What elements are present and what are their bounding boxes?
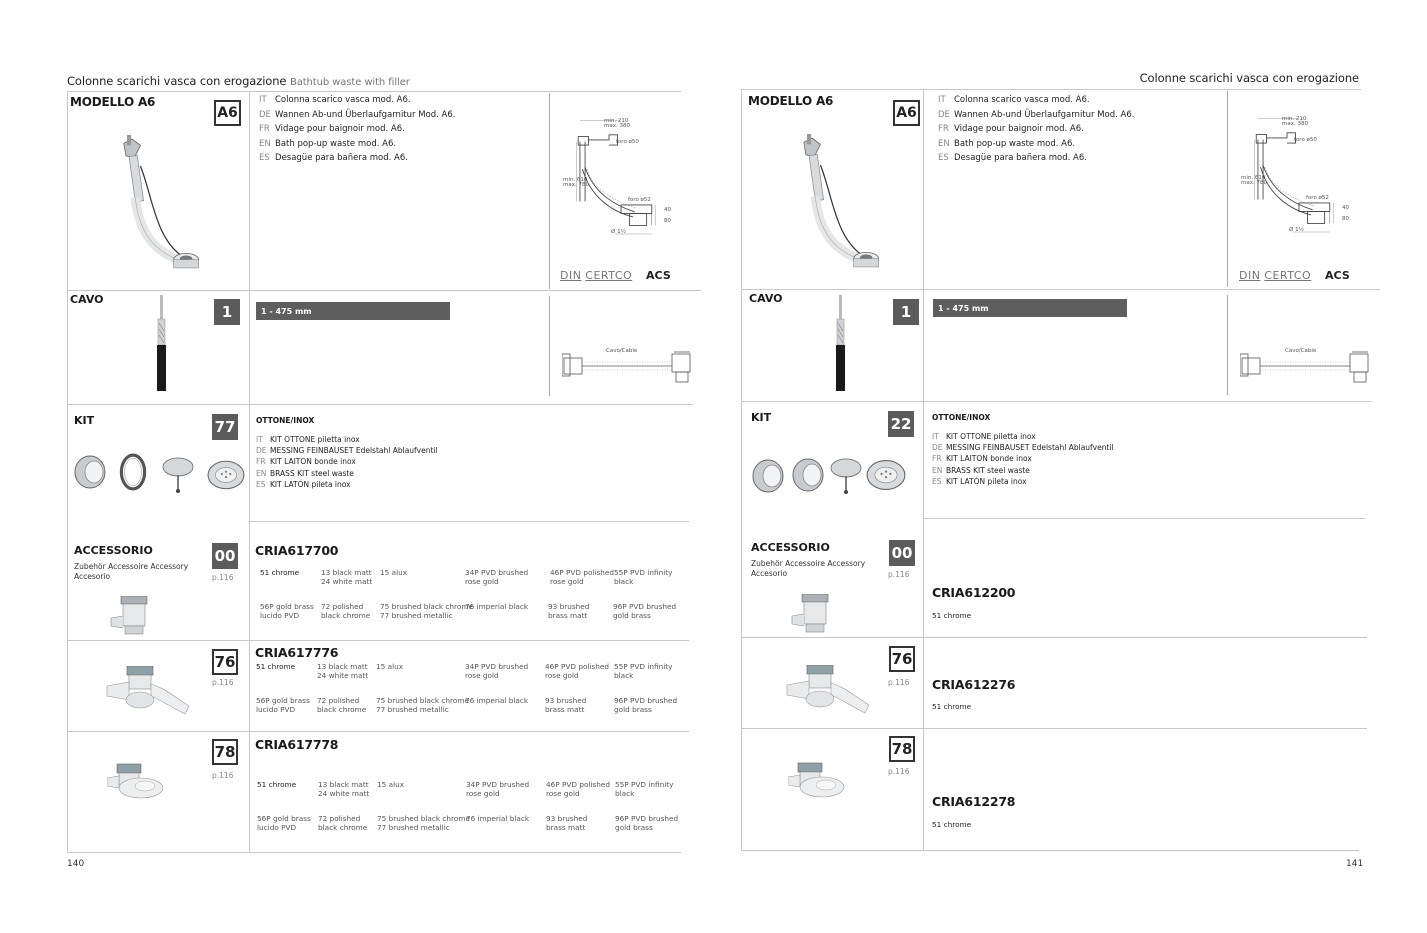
rule xyxy=(67,640,689,641)
acc-trap-76-image xyxy=(106,666,192,716)
finish: 75 brushed black chrome 77 brushed metallic xyxy=(376,696,469,714)
acc-trap-76-image xyxy=(786,665,872,715)
rule xyxy=(67,91,68,853)
left-model-descriptions xyxy=(259,93,455,166)
dim-label: min. 210 max. 380 xyxy=(604,118,630,129)
desc-it: IT Colonna scarico vasca mod. A6. xyxy=(259,95,411,105)
desc-fr: FR Vidage pour baignoir mod. A6. xyxy=(259,124,405,134)
right-cable-image xyxy=(833,295,849,392)
kit-desc-de: DE MESSING FEINBAUSET Edelstahl Ablaufventil xyxy=(932,443,1114,453)
right-kit-descriptions xyxy=(932,431,1114,487)
right-acc-code-00: CRIA612200 xyxy=(932,585,1016,600)
cert-certco: CERTCO xyxy=(1264,269,1312,282)
finish: 34P PVD brushed rose gold xyxy=(466,780,530,798)
cert-din: DIN xyxy=(560,269,582,282)
left-header-title: Colonne scarichi vasca con erogazione xyxy=(67,74,287,88)
finish: 34P PVD brushed rose gold xyxy=(465,568,529,586)
rule xyxy=(741,89,742,851)
right-accessorio-subtitle: Zubehör Accessoire Accessory Accesorio xyxy=(751,559,866,578)
right-acc-code-78: CRIA612278 xyxy=(932,794,1016,809)
finish: 72 polished black chrome xyxy=(317,696,367,714)
finish: 15 alux xyxy=(376,662,404,671)
right-accessorio-title: ACCESSORIO xyxy=(751,541,830,554)
right-certifications xyxy=(1239,269,1350,282)
finish: 96P PVD brushed gold brass xyxy=(615,814,679,832)
rule xyxy=(741,401,1371,402)
finish: 46P PVD polished rose gold xyxy=(550,568,615,586)
rule xyxy=(923,89,924,851)
finish: 51 chrome xyxy=(932,702,972,711)
rule xyxy=(249,91,250,853)
right-model-descriptions xyxy=(938,93,1134,166)
page-ref: p.116 xyxy=(888,767,910,776)
acc-trap-image xyxy=(788,594,832,634)
rule xyxy=(67,404,693,405)
page-ref: p.116 xyxy=(212,678,234,687)
left-acc-code-78: CRIA617778 xyxy=(255,737,339,752)
right-acc-badge-76: 76 xyxy=(889,646,915,672)
kit-desc-it: IT KIT OTTONE piletta inox xyxy=(256,435,360,444)
dim-label: foro ø52 xyxy=(628,197,651,203)
desc-es: ES Desagüe para bañera mod. A6. xyxy=(938,153,1087,163)
right-cavo-title: CAVO xyxy=(749,292,783,305)
finish: 72 polished black chrome xyxy=(318,814,368,832)
dim-label: 40 xyxy=(1342,205,1349,211)
rule xyxy=(741,637,1367,638)
left-model-badge: A6 xyxy=(214,100,241,126)
left-cavo-title: CAVO xyxy=(70,293,104,306)
left-acc-badge-78: 78 xyxy=(212,739,238,765)
desc-de: DE Wannen Ab-und Überlaufgarnitur Mod. A6. xyxy=(259,109,456,120)
desc-de: DE Wannen Ab-und Überlaufgarnitur Mod. A6. xyxy=(938,109,1135,120)
dim-label: min. 610 max. 780 xyxy=(1241,175,1267,186)
right-acc-badge-00: 00 xyxy=(889,540,915,566)
right-cavo-badge: 1 xyxy=(893,299,919,325)
page-ref: p.116 xyxy=(212,771,234,780)
left-acc-badge-76: 76 xyxy=(212,649,238,675)
desc-it: IT Colonna scarico vasca mod. A6. xyxy=(938,95,1090,105)
rule xyxy=(67,852,250,853)
cable-drawing-label: Cavo/Cable xyxy=(1285,348,1317,354)
left-certifications xyxy=(560,269,671,282)
dim-label: 80 xyxy=(1342,216,1349,222)
finish: 75 brushed black chrome 77 brushed metallic xyxy=(377,814,470,832)
finish: 55P PVD infinity black xyxy=(614,662,673,680)
kit-ring-thin-image xyxy=(118,453,148,491)
acc-trap-78-image xyxy=(788,762,846,800)
left-accessorio-subtitle: Zubehör Accessoire Accessory Accesorio xyxy=(74,562,189,581)
cert-certco: CERTCO xyxy=(585,269,633,282)
dim-label: 40 xyxy=(664,207,671,213)
dim-label: Ø 1½ xyxy=(1289,227,1304,233)
right-page-number: 141 xyxy=(1346,859,1364,869)
cert-acs: ACS xyxy=(1325,269,1350,282)
kit-desc-en: EN BRASS KIT steel waste xyxy=(256,468,354,478)
acc-trap-image xyxy=(107,596,151,636)
left-page-number: 140 xyxy=(67,859,85,869)
finish: 93 brushed brass matt xyxy=(545,696,587,714)
finish: 76 imperial black xyxy=(466,814,530,823)
finish: 46P PVD polished rose gold xyxy=(546,780,611,798)
left-acc-badge-00: 00 xyxy=(212,543,238,569)
left-cable-image xyxy=(154,295,170,392)
cable-drawing-label: Cavo/Cable xyxy=(606,348,638,354)
kit-desc-en: EN BRASS KIT steel waste xyxy=(932,465,1030,475)
left-acc-code-00: CRIA617700 xyxy=(255,543,339,558)
right-acc-code-76: CRIA612276 xyxy=(932,677,1016,692)
rule xyxy=(549,93,550,289)
kit-strainer-image xyxy=(866,459,906,491)
rule xyxy=(67,290,701,291)
finish: 55P PVD infinity black xyxy=(614,568,673,586)
left-acc-code-76: CRIA617776 xyxy=(255,645,339,660)
rule xyxy=(741,89,1361,90)
kit-ring-image xyxy=(790,456,826,494)
left-header-subtitle: Bathtub waste with filler xyxy=(289,77,410,88)
kit-desc-es: ES KIT LATÓN pileta inox xyxy=(932,476,1027,486)
finish: 76 imperial black xyxy=(465,696,529,705)
finish: 51 chrome xyxy=(256,662,296,671)
desc-fr: FR Vidage pour baignoir mod. A6. xyxy=(938,124,1084,134)
finish: 51 chrome xyxy=(932,820,972,829)
finish: 93 brushed brass matt xyxy=(548,602,590,620)
cert-din: DIN xyxy=(1239,269,1261,282)
kit-ring-image xyxy=(71,454,109,490)
kit-desc-de: DE MESSING FEINBAUSET Edelstahl Ablaufventil xyxy=(256,446,438,456)
finish: 15 alux xyxy=(380,568,408,577)
rule xyxy=(1227,91,1228,287)
right-kit-badge: 22 xyxy=(888,411,914,437)
finish: 13 black matt 24 white matt xyxy=(318,780,370,798)
rule xyxy=(741,728,1367,729)
dim-label: min. 610 max. 780 xyxy=(563,177,589,188)
kit-plug-image xyxy=(161,457,195,495)
finish: 55P PVD infinity black xyxy=(615,780,674,798)
right-model-title: MODELLO A6 xyxy=(748,94,834,108)
left-kit-title: KIT xyxy=(74,414,95,427)
left-cavo-badge: 1 xyxy=(214,299,240,325)
right-bath-waste-image xyxy=(780,134,890,269)
right-model-badge: A6 xyxy=(893,100,920,126)
rule xyxy=(741,850,924,851)
finish: 96P PVD brushed gold brass xyxy=(614,696,678,714)
kit-desc-es: ES KIT LATÓN pileta inox xyxy=(256,479,351,489)
dim-label: foro ø50 xyxy=(616,139,639,145)
dim-label: min. 210 max. 380 xyxy=(1282,116,1308,127)
right-cavo-length-bar: 1 - 475 mm xyxy=(933,299,1127,317)
rule xyxy=(1227,295,1228,395)
acc-trap-78-image xyxy=(107,763,165,801)
finish: 15 alux xyxy=(377,780,405,789)
finish: 76 imperial black xyxy=(465,602,529,611)
kit-desc-it: IT KIT OTTONE piletta inox xyxy=(932,432,1036,441)
finish: 93 brushed brass matt xyxy=(546,814,588,832)
kit-plug-image xyxy=(829,458,863,496)
desc-es: ES Desagüe para bañera mod. A6. xyxy=(259,153,408,163)
page-ref: p.116 xyxy=(212,573,234,582)
finish: 13 black matt 24 white matt xyxy=(317,662,369,680)
finish: 13 black matt 24 white matt xyxy=(321,568,373,586)
left-kit-material: OTTONE/INOX xyxy=(256,416,315,425)
rule xyxy=(923,518,1365,519)
dim-label: foro ø52 xyxy=(1306,195,1329,201)
dim-label: 80 xyxy=(664,218,671,224)
finish: 51 chrome xyxy=(932,611,972,620)
finish: 72 polished black chrome xyxy=(321,602,371,620)
rule xyxy=(923,850,1359,851)
finish: 56P gold brass lucido PVD xyxy=(257,814,311,832)
finish: 34P PVD brushed rose gold xyxy=(465,662,529,680)
left-cavo-length-bar: 1 - 475 mm xyxy=(256,302,450,320)
dim-label: foro ø50 xyxy=(1294,137,1317,143)
finish: 56P gold brass lucido PVD xyxy=(256,696,310,714)
kit-ring-image xyxy=(749,458,787,494)
left-kit-badge: 77 xyxy=(212,414,238,440)
finish: 51 chrome xyxy=(257,780,297,789)
kit-strainer-image xyxy=(207,460,245,490)
right-kit-title: KIT xyxy=(751,411,772,424)
desc-en: EN Bath pop-up waste mod. A6. xyxy=(938,138,1076,149)
left-model-title: MODELLO A6 xyxy=(70,95,156,109)
right-header-title: Colonne scarichi vasca con erogazione xyxy=(1139,71,1359,85)
right-acc-badge-78: 78 xyxy=(889,736,915,762)
page-ref: p.116 xyxy=(888,678,910,687)
rule xyxy=(549,296,550,396)
rule xyxy=(67,91,681,92)
finish: 46P PVD polished rose gold xyxy=(545,662,610,680)
left-accessorio-title: ACCESSORIO xyxy=(74,544,153,557)
left-header xyxy=(67,74,410,88)
page-ref: p.116 xyxy=(888,570,910,579)
finish: 96P PVD brushed gold brass xyxy=(613,602,677,620)
finish: 56P gold brass lucido PVD xyxy=(260,602,314,620)
cert-acs: ACS xyxy=(646,269,671,282)
kit-desc-fr: FR KIT LAITON bonde inox xyxy=(256,457,356,467)
dim-label: Ø 1½ xyxy=(611,229,626,235)
rule xyxy=(249,852,681,853)
left-bath-waste-image xyxy=(100,135,210,270)
desc-en: EN Bath pop-up waste mod. A6. xyxy=(259,138,397,149)
left-kit-descriptions xyxy=(256,434,438,490)
kit-desc-fr: FR KIT LAITON bonde inox xyxy=(932,454,1032,464)
finish: 75 brushed black chrome 77 brushed metallic xyxy=(380,602,473,620)
rule xyxy=(67,731,689,732)
rule xyxy=(249,521,689,522)
finish: 51 chrome xyxy=(260,568,300,577)
rule xyxy=(741,289,1380,290)
right-kit-material: OTTONE/INOX xyxy=(932,413,991,422)
